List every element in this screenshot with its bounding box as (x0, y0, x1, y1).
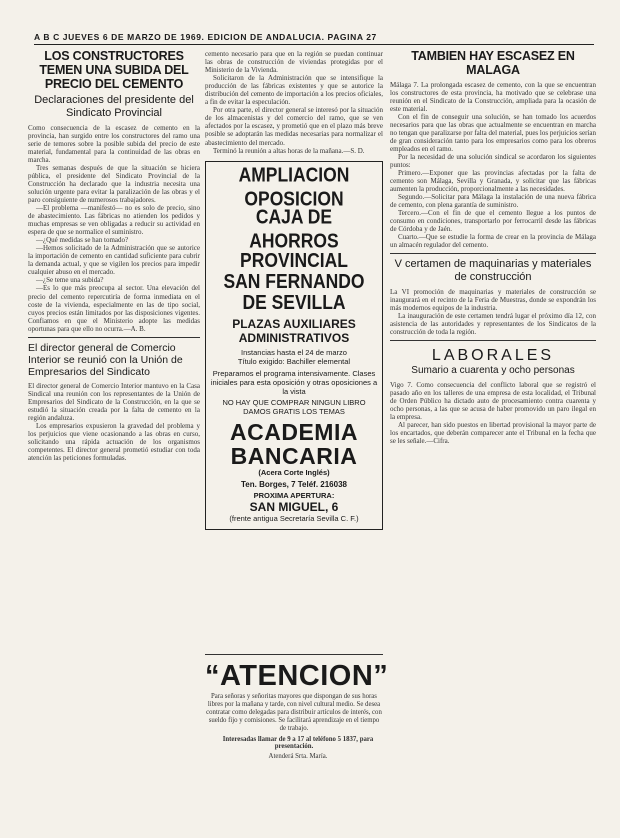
ad-plazas: PLAZAS AUXILIARES ADMINISTRATIVOS (232, 316, 356, 345)
paragraph: Por otra parte, el director general se interesó por la situación de los almacenistas y del comercio del ramo, que se ven afectados por la escasez, y prometió que en el plazo más breve posible se adoptarán las medidas necesarias para normalizar el abastecimiento del mercado. (205, 106, 383, 147)
divider (205, 654, 383, 655)
paragraph: Tercero.—Con el fin de que el cemento llegue a los puntos de consumo en condiciones, transportarlo por ferrocarril desde las fábricas de Córdoba y de Jaén. (390, 209, 596, 234)
ad-line: AMPLIACION OPOSICION (238, 162, 350, 210)
headline-constructores: LOS CONSTRUCTORES TEMEN UNA SUBIDA DEL PRECIO DEL CEMENTO (39, 50, 189, 91)
paragraph: Cuarto.—Que se estudie la forma de crear en la provincia de Málaga un almacén regulador del cemento. (390, 233, 596, 250)
paragraph: Tres semanas después de que la situación se hiciera pública, el presidente del Sindicato Provincial de la Construcción ha declarado que la industria necesita una solución urgente para evitar la paralización de las obras y el paro consiguiente de numerosos trabajadores. (28, 163, 200, 204)
ad-next-address: SAN MIGUEL, 6 (249, 499, 339, 514)
ad-line: SAN FERNANDO (223, 269, 365, 293)
divider (390, 253, 596, 254)
atencion-contact2: Atenderá Srta. María. (268, 753, 328, 761)
column-left (28, 50, 200, 820)
ad-next-note: (frente antigua Secretaría Sevilla C. F.) (229, 513, 359, 523)
ad-detail: Preparamos el programa intensivamente. Clases iniciales para esta oposición y otras oposiciones a la vista (210, 368, 378, 396)
ad-acera: (Acera Corte Inglés) (258, 467, 330, 477)
paragraph: Al parecer, han sido puestos en libertad provisional la mayor parte de los encartados, que deberán comparecer ante el Tribunal en la fecha que se les señale.—Cifra. (390, 420, 596, 445)
paragraph: —¿Se teme una subida? (36, 276, 104, 285)
paragraph: Primero.—Exponer que las provincias afectadas por la falta de cemento son Málaga, Sevilla y Granada, y solicitar que las fábricas aumenten la producción, proporcionalmente a las necesidades. (390, 169, 596, 194)
divider (390, 340, 596, 341)
atencion-title: “ATENCION” (205, 660, 389, 692)
subhead-sumario: Sumario a cuarenta y ocho personas (411, 365, 575, 377)
paragraph: La inauguración de este certamen tendrá lugar el próximo día 12, con asistencia de las autoridades y representantes de los Sindicatos de la construcción de toda la región. (390, 311, 596, 336)
paragraph: —El problema —manifestó— no es solo de precio, sino de abastecimiento. Las fábricas no atienden los pedidos y muchas empresas se ven obligadas a reducir su actividad en espera de que se normalice el suministro. (28, 204, 200, 237)
ad-detail: Título exigido: Bachiller elemental (237, 356, 351, 366)
headline-malaga: TAMBIEN HAY ESCASEZ EN MALAGA (411, 50, 575, 77)
paragraph: —Hemos solicitado de la Administración que se autorice la importación de cemento en cantidad suficiente para cubrir la demanda actual, y que se vigilen los precios para impedir cualquier abuso en el mercado. (28, 244, 200, 277)
ad-line: DE SEVILLA (242, 290, 346, 314)
paragraph: Solicitaron de la Administración que se intensifique la producción de las fábricas existentes y que se autorice la distribución del cemento de importación a los precios oficiales, a fin de evitar la especulación. (205, 74, 383, 107)
page-header: A B C JUEVES 6 DE MARZO DE 1969. EDICION DE ANDALUCIA. PAGINA 27 (34, 32, 594, 45)
subhead-declaraciones: Declaraciones del presidente del Sindicato Provincial (34, 94, 194, 119)
paragraph: El director general de Comercio Interior mantuvo en la Casa Sindical una reunión con los representantes de la Unión de Empresarios del Sindicato de la Construcción, en la que se estudió la situación creada por la falta de cemento en la región andaluza. (28, 381, 200, 423)
advertisement-caja-ahorros (205, 161, 383, 530)
column-right (390, 50, 596, 820)
ad-line: PROVINCIAL (240, 248, 348, 272)
paragraph: Terminó la reunión a altas horas de la mañana.—S. D. (213, 146, 365, 155)
column-middle (205, 50, 383, 642)
ad-detail: DAMOS GRATIS LOS TEMAS (243, 406, 345, 416)
headline-director-general: El director general de Comercio Interior se reunió con la Unión de Empresarios del Sindicato (28, 341, 183, 378)
ad-academia: ACADEMIA (230, 418, 358, 445)
atencion-contact: Interesadas llamar de 9 a 17 al teléfono 5 1837, para presentación. (222, 735, 374, 751)
ad-detail: NO HAY QUE COMPRAR NINGUN LIBRO (222, 397, 366, 407)
ad-address: Ten. Borges, 7 Teléf. 216038 (241, 479, 347, 489)
paragraph: Los empresarios expusieron la gravedad del problema y los perjuicios que viene ocasionando a las obras en curso, solicitando una rápida actuación de los organismos competentes. El director general prometió estudiar con toda atención las peticiones formuladas. (28, 422, 200, 463)
headline-certamen: V certamen de maquinarias y materiales de construcción (394, 258, 592, 284)
paragraph: —¿Qué medidas se han tomado? (36, 236, 129, 245)
ad-detail: Instancias hasta el 24 de marzo (241, 347, 347, 357)
paragraph: Como consecuencia de la escasez de cemento en la provincia, han surgido entre los constructores del ramo una serie de temores sobre la posible subida del precio de este material, fundamental para la continuidad de las obras en marcha. (28, 123, 200, 164)
advertisement-atencion (205, 650, 389, 761)
paragraph: —Es lo que más preocupa al sector. Una elevación del precio del cemento repercutiría de forma inmediata en el coste de la vivienda, especialmente en las de tipo social, cuyos precios están limitados por las disposiciones vigentes. Confiamos en que el Ministerio adopte las medidas oportunas para que ello no ocurra.—A. B. (28, 284, 200, 333)
ad-line: CAJA DE AHORROS (249, 204, 339, 252)
ad-next: PROXIMA APERTURA: (253, 490, 335, 500)
paragraph: cemento necesario para que en la región se puedan continuar las obras de construcción de viviendas protegidas por el Ministerio de la Vivienda. (205, 50, 383, 75)
paragraph: La VI promoción de maquinarias y materiales de construcción se inaugurará en el recinto de la Feria de Muestras, donde se expondrán los más modernos equipos de la industria. (390, 287, 596, 312)
paragraph: Málaga 7. La prolongada escasez de cemento, con la que se encuentran los constructores de esta provincia, ha motivado que se celebrase una reunión en el Sindicato de la Construcción, ampliada para la ocasión de este material. (390, 80, 596, 113)
atencion-body: Para señoras y señoritas mayores que dispongan de sus horas libres por la mañana y tarde, con nivel cultural medio. Se desea contratar como delegadas para distribuir artículos de interés, con sueldo fijo y comisiones. Se facilitará aprendizaje en el tiempo de trabajo. (206, 693, 382, 732)
paragraph: Con el fin de conseguir una solución, se han tomado los acuerdos necesarios para que las obras que actualmente se encuentran en marcha no tengan que paralizarse por falta del material, pues los perjuicios serían de gran consideración tanto para los empresarios como para los obreros empleados en el ramo. (390, 112, 596, 153)
ad-bancaria: BANCARIA (230, 442, 358, 469)
headline-laborales: LABORALES (431, 347, 555, 365)
divider (28, 337, 200, 338)
paragraph: Por la necesidad de una solución sindical se acordaron los siguientes puntos: (390, 152, 596, 169)
paragraph: Vigo 7. Como consecuencia del conflicto laboral que se registró el pasado año en los talleres de una empresa de esta localidad, el Tribunal de Orden Público ha dictado auto de procesamiento contra cuarenta y ocho personas, a las que se acusa de haber promovido un paro ilegal en la empresa. (390, 380, 596, 421)
paragraph: Segundo.—Solicitar para Málaga la instalación de una nueva fábrica de cemento, con plena garantía de suministro. (390, 193, 596, 210)
